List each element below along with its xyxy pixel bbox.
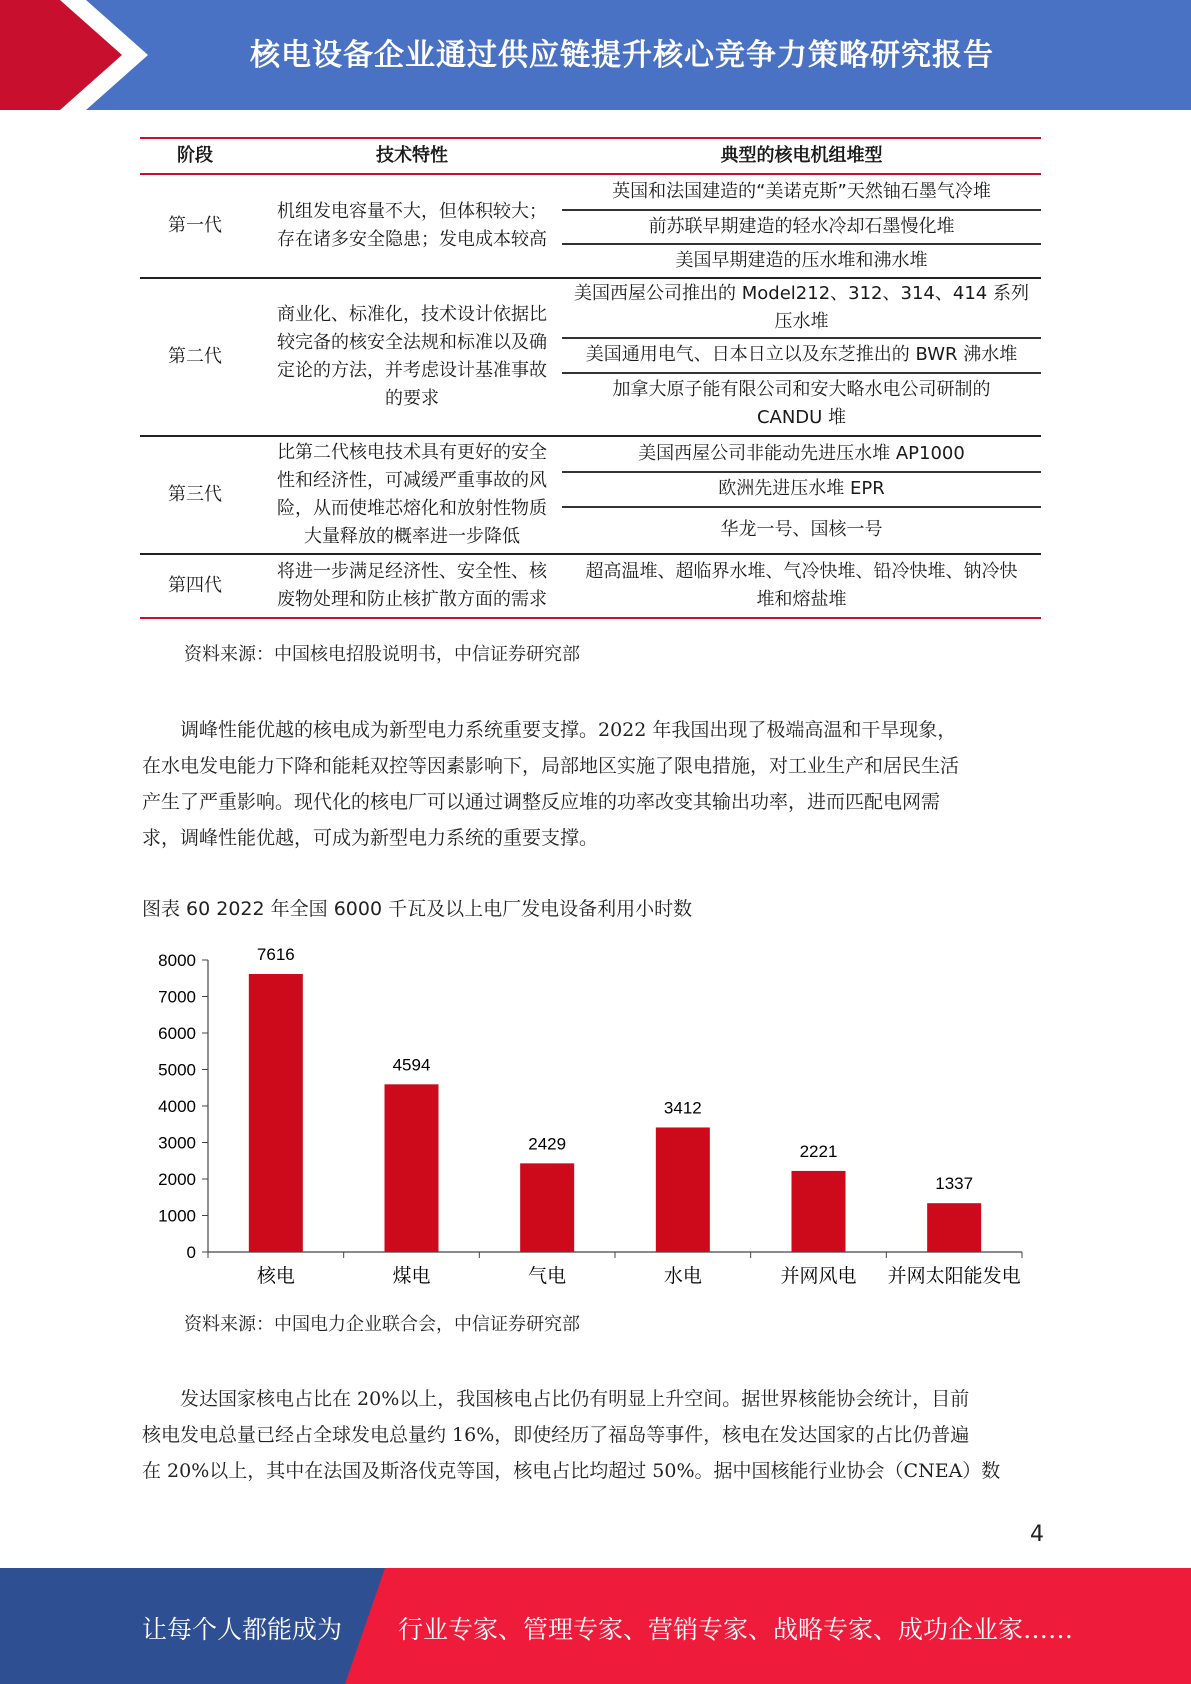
feature-line: 比第二代核电技术具有更好的安全 xyxy=(277,442,547,463)
reactor-type-cell: 美国通用电气、日本日立以及东芝推出的 BWR 沸水堆 xyxy=(585,344,1018,365)
x-category-label: 气电 xyxy=(528,1266,567,1287)
stage-features xyxy=(262,279,562,435)
y-tick-label: 4000 xyxy=(158,1097,196,1116)
reactor-type-cell xyxy=(562,555,1041,617)
paragraph-line: 在 20%以上，其中在法国及斯洛伐克等国，核电占比均超过 50%。据中国核能行业协会（CNEA）数 xyxy=(142,1460,1001,1482)
paragraph-line: 产生了严重影响。现代化的核电厂可以通过调整反应堆的功率改变其输出功率，进而匹配电网需 xyxy=(142,791,941,813)
data-label: 2221 xyxy=(799,1141,838,1161)
feature-line: 将进一步满足经济性、安全性、核 xyxy=(277,561,547,582)
chart-source-note: 资料来源：中国电力企业联合会，中信证券研究部 xyxy=(184,1314,580,1335)
reactor-type-line: CANDU 堆 xyxy=(756,407,847,428)
page-footer xyxy=(0,1568,1191,1684)
page-number: 4 xyxy=(1030,1522,1044,1547)
x-category-label: 核电 xyxy=(256,1266,295,1287)
feature-line: 废物处理和防止核扩散方面的需求 xyxy=(277,589,547,610)
feature-line: 机组发电容量不大，但体积较大； xyxy=(277,201,547,222)
x-category-label: 并网太阳能发电 xyxy=(887,1266,1021,1287)
footer-slogan-left: 让每个人都能成为 xyxy=(142,1615,343,1644)
reactor-type-cell xyxy=(562,279,1041,337)
data-label: 2429 xyxy=(528,1134,567,1154)
reactor-type-line: 堆和熔盐堆 xyxy=(756,589,847,610)
x-category-label: 并网风电 xyxy=(780,1266,857,1287)
data-label: 3412 xyxy=(663,1098,702,1118)
y-tick-label: 0 xyxy=(186,1243,196,1262)
feature-line: 性和经济性，可减缓严重事故的风 xyxy=(277,470,547,491)
reactor-type-cell: 前苏联早期建造的轻水冷却石墨慢化堆 xyxy=(648,216,955,237)
bar xyxy=(249,974,303,1252)
reactor-type-line: 压水堆 xyxy=(774,311,829,332)
bar xyxy=(520,1163,574,1252)
reactor-type-cell: 欧洲先进压水堆 EPR xyxy=(718,478,885,499)
reactor-generations-table xyxy=(140,137,1041,619)
y-tick-label: 2000 xyxy=(158,1170,196,1189)
feature-line: 大量释放的概率进一步降低 xyxy=(304,526,520,547)
reactor-type-cell: 英国和法国建造的“美诺克斯”天然铀石墨气冷堆 xyxy=(612,181,991,202)
feature-line: 的要求 xyxy=(385,388,439,409)
feature-line: 较完备的核安全法规和标准以及确 xyxy=(277,332,547,353)
figure-caption: 图表 60 2022 年全国 6000 千瓦及以上电厂发电设备利用小时数 xyxy=(142,898,693,920)
reactor-type-cell: 华龙一号、国核一号 xyxy=(720,519,883,540)
table-header-stage: 阶段 xyxy=(177,145,213,166)
data-label: 4594 xyxy=(392,1055,431,1075)
feature-line: 定论的方法，并考虑设计基准事故 xyxy=(277,360,547,381)
bar xyxy=(656,1127,710,1252)
utilization-hours-bar-chart xyxy=(140,934,1040,1294)
paragraph-line: 发达国家核电占比在 20%以上，我国核电占比仍有明显上升空间。据世界核能协会统计，目前 xyxy=(142,1388,970,1410)
stage-label: 第一代 xyxy=(168,215,222,236)
footer-slogan-right: 行业专家、管理专家、营销专家、战略专家、成功企业家…… xyxy=(398,1615,1074,1644)
paragraph-line: 在水电发电能力下降和能耗双控等因素影响下，局部地区实施了限电措施，对工业生产和居民生活 xyxy=(142,755,960,777)
stage-label: 第二代 xyxy=(168,346,222,367)
reactor-type-cell xyxy=(562,373,1041,435)
table-bottom-rule xyxy=(140,617,1041,619)
y-tick-label: 6000 xyxy=(158,1024,196,1043)
feature-line: 商业化、标准化，技术设计依据比 xyxy=(277,304,547,325)
stage-label: 第三代 xyxy=(168,484,222,505)
paragraph-line: 求，调峰性能优越，可成为新型电力系统的重要支撑。 xyxy=(142,827,599,849)
table-header-reactor-types: 典型的核电机组堆型 xyxy=(720,145,883,166)
stage-features xyxy=(262,555,562,617)
feature-line: 存在诸多安全隐患；发电成本较高 xyxy=(277,229,547,250)
page-header xyxy=(0,0,1191,110)
stage-features xyxy=(262,175,562,277)
paragraph-line: 调峰性能优越的核电成为新型电力系统重要支撑。2022 年我国出现了极端高温和干旱现象， xyxy=(142,719,957,741)
data-label: 7616 xyxy=(256,945,295,965)
feature-line: 险，从而使堆芯熔化和放射性物质 xyxy=(277,498,547,519)
bar xyxy=(792,1171,846,1252)
bar xyxy=(927,1203,981,1252)
y-tick-label: 7000 xyxy=(158,987,196,1007)
y-tick-label: 8000 xyxy=(158,951,196,970)
reactor-type-cell: 美国早期建造的压水堆和沸水堆 xyxy=(675,250,928,271)
report-title: 核电设备企业通过供应链提升核心竞争力策略研究报告 xyxy=(250,38,994,73)
reactor-type-line: 加拿大原子能有限公司和安大略水电公司研制的 xyxy=(612,379,991,400)
stage-features xyxy=(262,437,562,553)
table-source-note: 资料来源：中国核电招股说明书，中信证券研究部 xyxy=(184,644,580,665)
x-category-label: 煤电 xyxy=(392,1266,431,1287)
y-tick-label: 3000 xyxy=(158,1133,196,1153)
table-header-features: 技术特性 xyxy=(376,145,448,166)
x-category-label: 水电 xyxy=(663,1266,702,1287)
y-tick-label: 5000 xyxy=(158,1060,196,1080)
bar xyxy=(385,1084,439,1252)
reactor-type-line: 超高温堆、超临界水堆、气冷快堆、铅冷快堆、钠冷快 xyxy=(585,561,1018,582)
reactor-type-line: 美国西屋公司推出的 Model212、312、314、414 系列 xyxy=(574,283,1029,304)
body-paragraph xyxy=(142,1381,1047,1489)
reactor-type-cell: 美国西屋公司非能动先进压水堆 AP1000 xyxy=(638,443,965,464)
paragraph-line: 核电发电总量已经占全球发电总量约 16%，即使经历了福岛等事件，核电在发达国家的占比仍普遍 xyxy=(142,1424,970,1446)
y-tick-label: 1000 xyxy=(158,1206,196,1226)
body-paragraph xyxy=(142,712,1047,856)
stage-label: 第四代 xyxy=(168,575,222,596)
data-label: 1337 xyxy=(935,1174,974,1194)
